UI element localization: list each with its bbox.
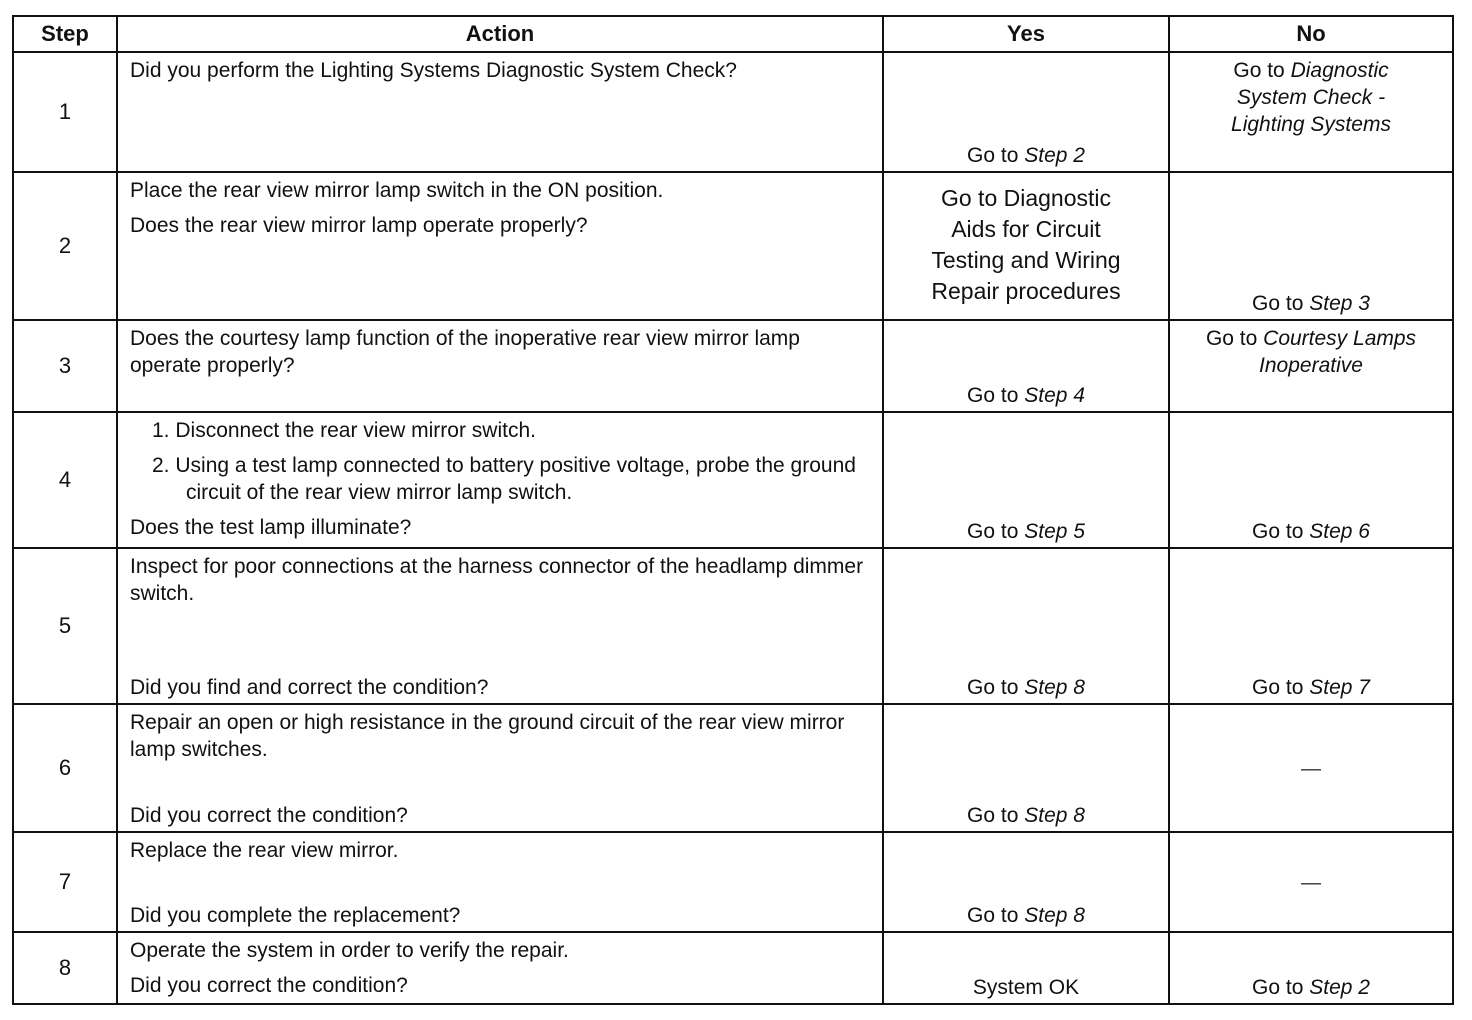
step-link: Step 3 (1309, 292, 1370, 315)
yes-result: Go to Step 8 (967, 904, 1085, 927)
no-result: — (1301, 871, 1321, 894)
yes-result: Go to Step 4 (967, 384, 1085, 407)
yes-result-line: Repair procedures (931, 278, 1121, 304)
action-question: Did you correct the condition? (130, 804, 408, 827)
no-cell (1169, 704, 1453, 832)
action-instruction: Place the rear view mirror lamp switch in the ON position. (130, 179, 664, 202)
no-result-line: System Check - (1236, 86, 1386, 109)
action-cell (117, 172, 883, 320)
action-question: Did you find and correct the condition? (130, 676, 489, 699)
step-number: 8 (13, 932, 117, 1004)
no-result-line: Lighting Systems (1231, 113, 1391, 136)
action-question: Does the test lamp illuminate? (130, 516, 412, 539)
step-number: 6 (13, 704, 117, 832)
table-row (13, 548, 1453, 704)
no-cell (1169, 832, 1453, 932)
step-link: Step 8 (1024, 804, 1085, 827)
no-result-line: Inoperative (1259, 354, 1363, 377)
step-link: Step 5 (1024, 520, 1085, 543)
yes-cell (883, 172, 1169, 320)
action-question: Does the rear view mirror lamp operate properly? (130, 214, 588, 237)
action-cell (117, 548, 883, 704)
step-number: 5 (13, 548, 117, 704)
action-question: Does the courtesy lamp function of the inoperative rear view mirror lamp operate properly? (130, 327, 800, 377)
list-item: 1. Disconnect the rear view mirror switch. (152, 419, 536, 442)
step-link: Step 8 (1024, 676, 1085, 699)
yes-cell (883, 932, 1169, 1004)
action-steps-list (130, 417, 874, 506)
action-question: Did you complete the replacement? (130, 904, 461, 927)
yes-cell (883, 548, 1169, 704)
action-instruction: Replace the rear view mirror. (130, 839, 399, 862)
no-result: Go to Step 3 (1252, 292, 1370, 315)
header-row (13, 16, 1453, 52)
action-cell (117, 320, 883, 412)
header-action: Action (117, 16, 883, 52)
yes-cell (883, 320, 1169, 412)
no-result: Go to Step 7 (1252, 676, 1370, 699)
action-cell (117, 832, 883, 932)
step-number: 1 (13, 52, 117, 172)
yes-cell (883, 704, 1169, 832)
yes-result-line: Aids for Circuit (951, 216, 1101, 242)
no-result: — (1301, 757, 1321, 780)
no-cell (1169, 172, 1453, 320)
no-result: Go to Diagnostic (1233, 59, 1389, 82)
table-row (13, 52, 1453, 172)
no-cell (1169, 320, 1453, 412)
action-instruction: Inspect for poor connections at the harness connector of the headlamp dimmer switch. (130, 555, 864, 605)
yes-cell (883, 52, 1169, 172)
yes-result: Go to Step 8 (967, 676, 1085, 699)
table-row (13, 320, 1453, 412)
header-no: No (1169, 16, 1453, 52)
step-link: Step 4 (1024, 384, 1085, 407)
step-link: Step 7 (1309, 676, 1370, 699)
yes-result: Go to Step 8 (967, 804, 1085, 827)
step-link: Step 2 (1309, 976, 1370, 999)
table-row (13, 704, 1453, 832)
no-cell (1169, 52, 1453, 172)
header-yes: Yes (883, 16, 1169, 52)
step-link: Step 6 (1309, 520, 1370, 543)
action-question: Did you correct the condition? (130, 974, 408, 997)
table-row (13, 832, 1453, 932)
no-result: Go to Step 2 (1252, 976, 1370, 999)
yes-result: System OK (972, 976, 1080, 999)
no-result: Go to Courtesy Lamps (1205, 327, 1417, 350)
diagnostic-table (12, 15, 1454, 1005)
step-number: 2 (13, 172, 117, 320)
yes-result: Go to Step 2 (967, 144, 1085, 167)
step-number: 7 (13, 832, 117, 932)
action-cell (117, 412, 883, 548)
yes-cell (883, 412, 1169, 548)
no-cell (1169, 412, 1453, 548)
table-row (13, 412, 1453, 548)
table-row (13, 932, 1453, 1004)
table-row (13, 172, 1453, 320)
no-result: Go to Step 6 (1252, 520, 1370, 543)
action-cell (117, 704, 883, 832)
action-cell (117, 52, 883, 172)
header-step: Step (13, 16, 117, 52)
action-cell (117, 932, 883, 1004)
step-link: Step 2 (1024, 144, 1085, 167)
yes-result-line: Testing and Wiring (931, 247, 1121, 273)
action-instruction: Repair an open or high resistance in the ground circuit of the rear view mirror lamp switches. (130, 711, 845, 761)
step-number: 3 (13, 320, 117, 412)
yes-result: Go to Step 5 (967, 520, 1085, 543)
step-number: 4 (13, 412, 117, 548)
yes-result-line: Go to Diagnostic (940, 185, 1112, 211)
action-instruction: Operate the system in order to verify the repair. (130, 939, 569, 962)
no-cell (1169, 548, 1453, 704)
action-question: Did you perform the Lighting Systems Diagnostic System Check? (130, 59, 737, 82)
list-item: 2. Using a test lamp connected to battery positive voltage, probe the ground circuit of the rear view mirror lamp switch. (152, 454, 856, 504)
step-link: Step 8 (1024, 904, 1085, 927)
yes-cell (883, 832, 1169, 932)
no-cell (1169, 932, 1453, 1004)
